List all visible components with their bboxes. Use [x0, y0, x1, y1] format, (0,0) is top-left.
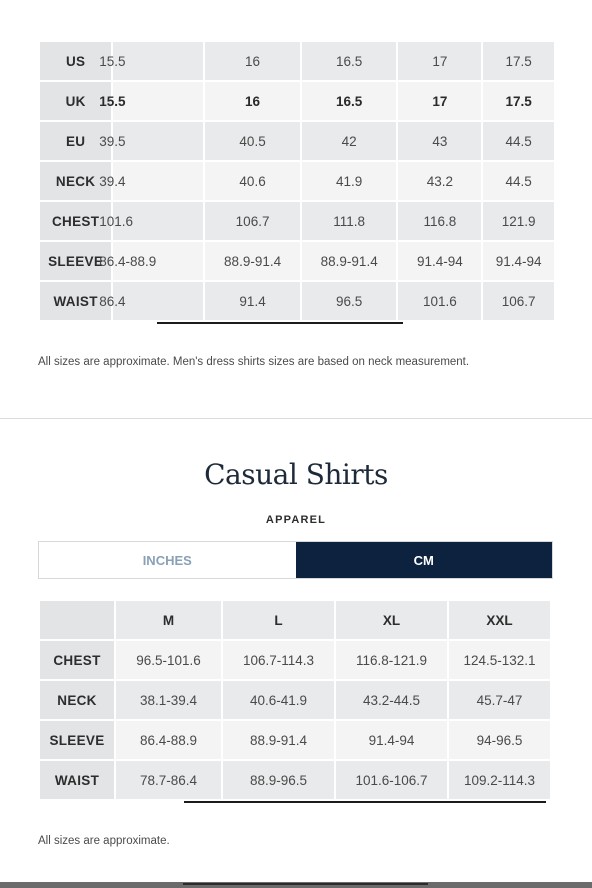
table-cell: 16.5: [302, 82, 397, 120]
table-cell: 96.5-101.6: [116, 641, 221, 679]
table-cell: 124.5-132.1: [449, 641, 550, 679]
row-label: US: [40, 42, 111, 80]
table-cell: 40.6-41.9: [223, 681, 334, 719]
row-label: EU: [40, 122, 111, 160]
page-scrollbar-thumb[interactable]: [183, 883, 428, 885]
table-cell: 106.7: [483, 282, 554, 320]
table-cell: 17: [398, 82, 481, 120]
row-label: NECK: [40, 681, 114, 719]
table-cell: 116.8: [398, 202, 481, 240]
column-header: M: [116, 601, 221, 639]
dress-sizes-note: All sizes are approximate. Men's dress shirts sizes are based on neck measurement.: [38, 356, 470, 368]
dress-size-table-scroll[interactable]: [38, 40, 556, 324]
row-label: WAIST: [40, 282, 111, 320]
casual-sizes-note: All sizes are approximate.: [38, 835, 170, 847]
table-row: [40, 761, 550, 799]
table-cell: 39.5: [113, 122, 203, 160]
table-cell: 44.5: [483, 122, 554, 160]
table-cell: 45.7-47: [449, 681, 550, 719]
table-cell: 15.5: [113, 42, 203, 80]
row-label: NECK: [40, 162, 111, 200]
table-cell: 43.2: [398, 162, 481, 200]
table-row: [40, 721, 550, 759]
table-cell: 86.4-88.9: [113, 242, 203, 280]
table-cell: 101.6-106.7: [336, 761, 447, 799]
table-cell: 91.4-94: [398, 242, 481, 280]
table-cell: 88.9-91.4: [302, 242, 397, 280]
casual-shirts-title: Casual Shirts: [204, 458, 388, 491]
row-label: WAIST: [40, 761, 114, 799]
table-cell: 17.5: [483, 82, 554, 120]
column-header: L: [223, 601, 334, 639]
table-cell: 106.7-114.3: [223, 641, 334, 679]
table-cell: 86.4: [113, 282, 203, 320]
table-cell: 111.8: [302, 202, 397, 240]
table-cell: 121.9: [483, 202, 554, 240]
table-cell: 88.9-91.4: [205, 242, 300, 280]
table-cell: 38.1-39.4: [116, 681, 221, 719]
table-cell: 17.5: [483, 42, 554, 80]
table-cell: 88.9-91.4: [223, 721, 334, 759]
dress-table-scrollbar[interactable]: [157, 322, 403, 324]
table-cell: 91.4-94: [336, 721, 447, 759]
table-cell: 16: [205, 82, 300, 120]
row-label: SLEEVE: [40, 242, 111, 280]
table-cell: 43.2-44.5: [336, 681, 447, 719]
table-cell: 42: [302, 122, 397, 160]
unit-toggle[interactable]: [38, 541, 553, 579]
table-cell: 43: [398, 122, 481, 160]
table-cell: 15.5: [113, 82, 203, 120]
table-cell: 94-96.5: [449, 721, 550, 759]
table-cell: 101.6: [113, 202, 203, 240]
scrolled-cells-mask: [116, 40, 136, 324]
table-cell: 40.5: [205, 122, 300, 160]
table-cell: 17: [398, 42, 481, 80]
table-cell: 39.4: [113, 162, 203, 200]
table-cell: 91.4-94: [483, 242, 554, 280]
row-label: CHEST: [40, 202, 111, 240]
table-cell: 40.6: [205, 162, 300, 200]
section-divider: [0, 418, 592, 419]
page-scrollbar[interactable]: [0, 882, 592, 888]
row-label: CHEST: [40, 641, 114, 679]
casual-size-table: [38, 599, 552, 801]
table-cell: 78.7-86.4: [116, 761, 221, 799]
inches-option[interactable]: INCHES: [39, 542, 296, 578]
table-cell: 44.5: [483, 162, 554, 200]
table-cell: 96.5: [302, 282, 397, 320]
casual-size-table-scroll[interactable]: [38, 599, 556, 803]
table-cell: 109.2-114.3: [449, 761, 550, 799]
table-row: [40, 681, 550, 719]
table-row: [40, 641, 550, 679]
table-cell: 106.7: [205, 202, 300, 240]
corner-cell: [40, 601, 114, 639]
table-cell: 101.6: [398, 282, 481, 320]
column-header: XL: [336, 601, 447, 639]
table-cell: 16.5: [302, 42, 397, 80]
row-label: UK: [40, 82, 111, 120]
table-cell: 41.9: [302, 162, 397, 200]
column-header: XXL: [449, 601, 550, 639]
apparel-label: APPAREL: [265, 514, 327, 526]
table-cell: 16: [205, 42, 300, 80]
casual-table-scrollbar[interactable]: [184, 801, 546, 803]
table-cell: 86.4-88.9: [116, 721, 221, 759]
table-cell: 91.4: [205, 282, 300, 320]
row-label: SLEEVE: [40, 721, 114, 759]
cm-option[interactable]: CM: [296, 542, 553, 578]
table-cell: 116.8-121.9: [336, 641, 447, 679]
table-cell: 88.9-96.5: [223, 761, 334, 799]
